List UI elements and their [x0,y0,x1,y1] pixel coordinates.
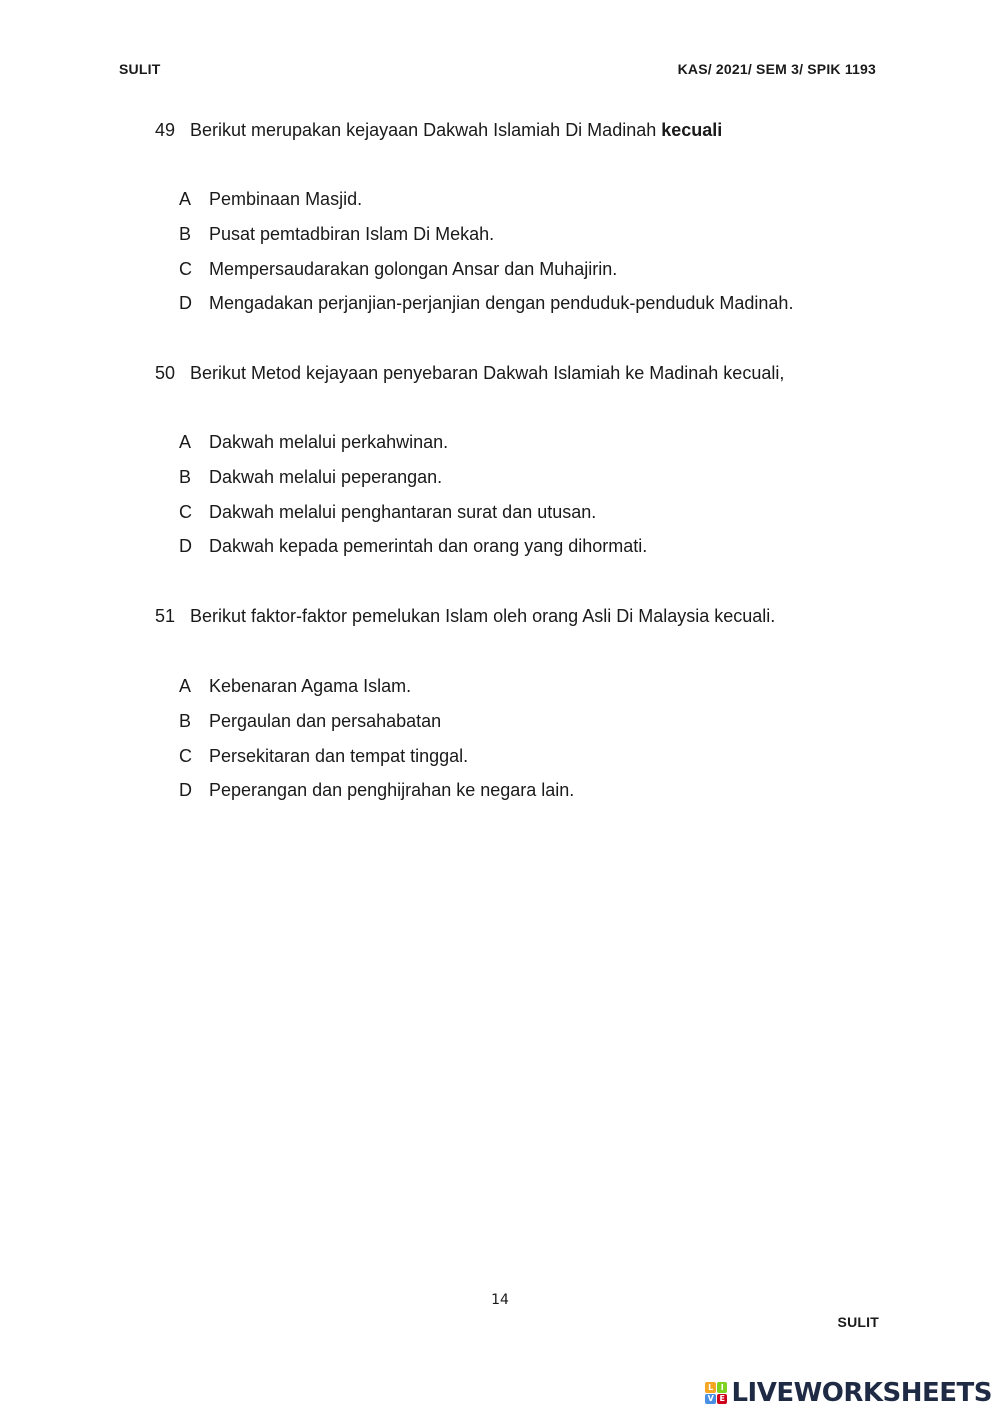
header-exam-code: KAS/ 2021/ SEM 3/ SPIK 1193 [677,61,876,77]
question-emphasis: kecuali [661,120,723,140]
option-b[interactable]: B Pergaulan dan persahabatan [179,710,442,731]
logo-mark-icon [705,1382,727,1404]
liveworksheets-logo[interactable] [705,1378,992,1408]
logo-mark-letter: V [705,1394,716,1405]
option-d[interactable]: D Peperangan dan penghijrahan ke negara lain. [179,780,575,801]
option-b[interactable]: B Pusat pemtadbiran Islam Di Mekah. [179,223,495,244]
page-number: 14 [491,1292,509,1308]
option-c[interactable]: C Mempersaudarakan golongan Ansar dan Muhajirin. [179,258,618,279]
question-number: 49 [155,120,176,140]
logo-mark-letter: L [705,1382,716,1393]
header-sulit: SULIT [119,61,161,77]
question-text: Berikut merupakan kejayaan Dakwah Islamiah Di Madinah kecuali [190,120,723,140]
logo-text: LIVEWORKSHEETS [731,1378,992,1408]
option-b[interactable]: B Dakwah melalui peperangan. [179,466,443,487]
question-50-options [179,431,647,570]
logo-mark-letter: E [717,1394,728,1405]
option-d[interactable]: D Mengadakan perjanjian-perjanjian dengan penduduk-penduduk Madinah. [179,293,794,314]
question-number: 50 [155,363,176,383]
question-49-options [179,188,793,327]
option-a[interactable]: A Pembinaan Masjid. [179,189,363,209]
question-text: Berikut Metod kejayaan penyebaran Dakwah Islamiah ke Madinah kecuali, [190,363,785,383]
question-51-options [179,675,574,814]
footer-sulit: SULIT [837,1314,879,1330]
question-text: Berikut faktor-faktor pemelukan Islam oleh orang Asli Di Malaysia kecuali. [190,606,776,626]
option-c[interactable]: C Persekitaran dan tempat tinggal. [179,745,469,766]
option-c[interactable]: C Dakwah melalui penghantaran surat dan utusan. [179,501,597,522]
option-d[interactable]: D Dakwah kepada pemerintah dan orang yang dihormati. [179,536,648,557]
question-51 [155,605,775,627]
question-49 [155,119,722,141]
logo-mark-letter: I [717,1382,728,1393]
question-number: 51 [155,606,176,626]
question-50 [155,362,784,384]
option-a[interactable]: A Kebenaran Agama Islam. [179,676,412,696]
option-a[interactable]: A Dakwah melalui perkahwinan. [179,432,449,452]
